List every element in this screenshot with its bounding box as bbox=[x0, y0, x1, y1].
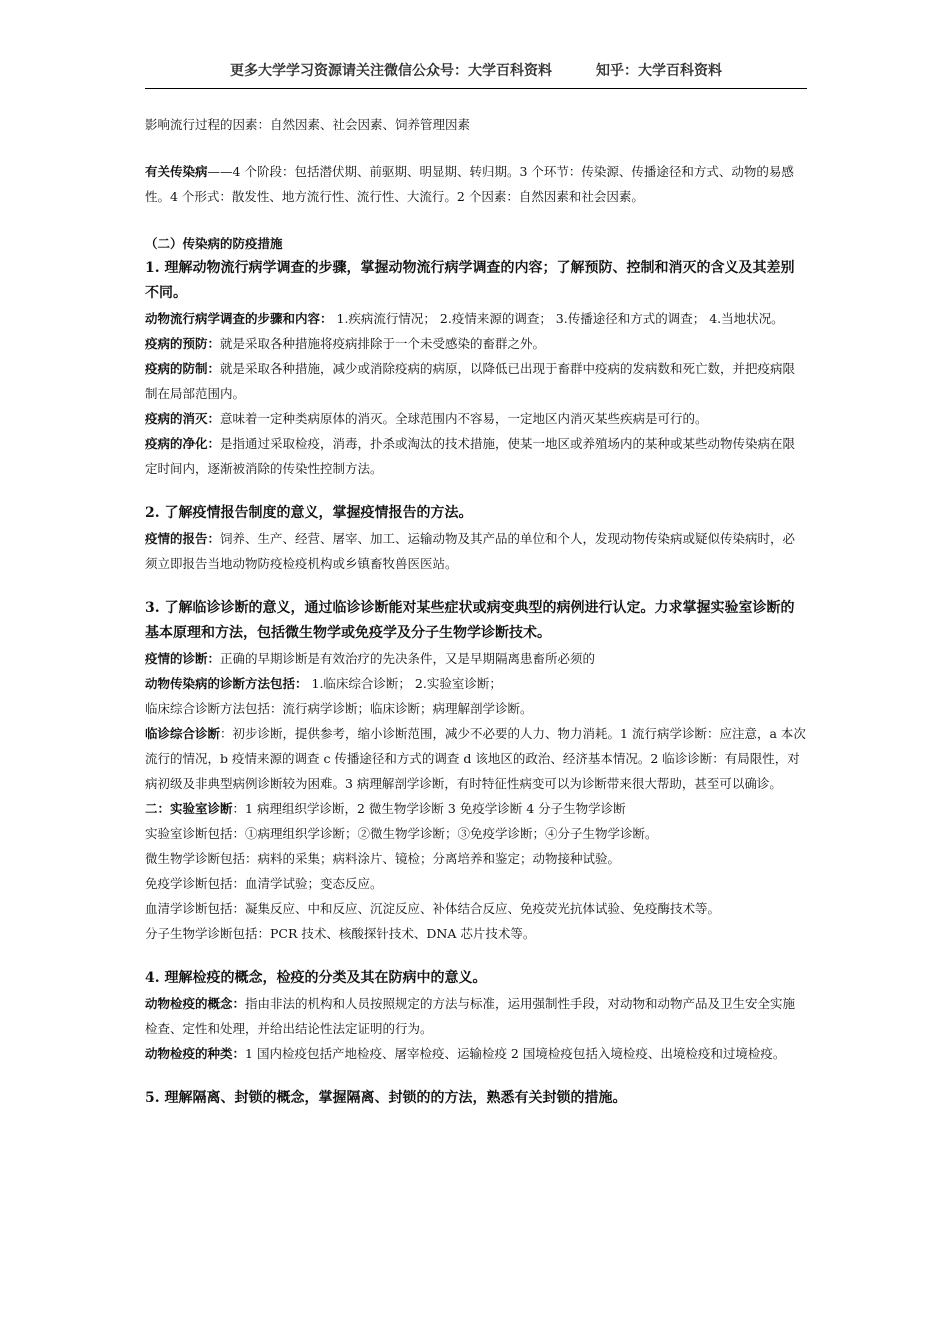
paragraph bbox=[145, 696, 807, 721]
term: 有关传染病 bbox=[145, 164, 208, 179]
definition: 是指通过采取检疫，消毒，扑杀或淘汰的技术措施，使某一地区或养殖场内的某种或某些动物传染病在限定时间内，逐渐被消除的传染性控制方法。 bbox=[145, 436, 796, 476]
term: 疫情的报告： bbox=[145, 531, 221, 546]
definition: 1 国内检疫包括产地检疫、屠宰检疫、运输检疫 2 国境检疫包括入境检疫、出境检疫和过境检疫。 bbox=[245, 1046, 786, 1061]
section-2-items bbox=[145, 526, 807, 576]
definition: ：1 病理组织学诊断，2 微生物学诊断 3 免疫学诊断 4 分子生物学诊断 bbox=[232, 801, 626, 816]
paragraph bbox=[145, 646, 807, 671]
section-2-title: 2. 了解疫情报告制度的意义，掌握疫情报告的方法。 bbox=[145, 505, 473, 521]
paragraph bbox=[145, 921, 807, 946]
section-5-title: 5. 理解隔离、封锁的概念，掌握隔离、封锁的的方法，熟悉有关封锁的措施。 bbox=[145, 1090, 627, 1106]
section-3-items bbox=[145, 646, 807, 946]
paragraph bbox=[145, 356, 807, 406]
term: 疫情的诊断： bbox=[145, 651, 221, 666]
term: 动物检疫的概念： bbox=[145, 996, 246, 1011]
definition: 就是采取各种措施，减少或消除疫病的病原，以降低已出现于畜群中疫病的发病数和死亡数，并把疫病限制在局部范围内。 bbox=[145, 361, 796, 401]
definition: ——4 个阶段：包括潜伏期、前驱期、明显期、转归期。3 个环节：传染源、传播途径和方式、动物的易感性。4 个形式：散发性、地方流行性、流行性、大流行。2 个因素：自然因素和社会因素。 bbox=[145, 164, 794, 204]
header-right-text: 知乎：大学百科资料 bbox=[596, 63, 722, 79]
paragraph bbox=[145, 846, 807, 871]
definition: 就是采取各种措施将疫病排除于一个未受感染的畜群之外。 bbox=[220, 336, 546, 351]
paragraph bbox=[145, 431, 807, 481]
paragraph bbox=[145, 896, 807, 921]
term: 疫病的预防： bbox=[145, 336, 221, 351]
section-1-items bbox=[145, 306, 807, 481]
paragraph bbox=[145, 671, 807, 696]
section-3-title: 3. 了解临诊诊断的意义，通过临诊诊断能对某些症状或病变典型的病例进行认定。力求掌握实验室诊断的基本原理和方法，包括微生物学或免疫学及分子生物学诊断技术。 bbox=[145, 600, 795, 641]
paragraph bbox=[145, 721, 807, 796]
paragraph bbox=[145, 871, 807, 896]
paragraph bbox=[145, 306, 807, 331]
definition: ：初步诊断，提供参考，缩小诊断范围，减少不必要的人力、物力消耗。1 流行病学诊断：应注意，a 本次流行的情况，b 疫情来源的调查 c 传播途径和方式的调查 d 该地区的政治、经济基本情况。2 临诊诊断：有局限性，对病初级及非典型病例诊断较为困难。3 病理解剖学诊断，有时特征性病变可以为诊断带来很大帮助，甚至可以确诊。 bbox=[145, 726, 806, 791]
definition: 临床综合诊断方法包括：流行病学诊断；临床诊断；病理解剖学诊断。 bbox=[145, 701, 533, 716]
term: 动物传染病的诊断方法包括： bbox=[145, 676, 308, 691]
definition: 血清学诊断包括：凝集反应、中和反应、沉淀反应、补体结合反应、免疫荧光抗体试验、免疫酶技术等。 bbox=[145, 901, 721, 916]
document-body bbox=[145, 112, 807, 1111]
term: 疫病的消灭： bbox=[145, 411, 221, 426]
subsection-title: （二）传染病的防疫措施 bbox=[145, 236, 283, 251]
section-1-title: 1. 理解动物流行病学调查的步骤，掌握动物流行病学调查的内容；了解预防、控制和消灭的含义及其差别不同。 bbox=[145, 260, 795, 301]
definition: 微生物学诊断包括：病料的采集；病料涂片、镜检；分离培养和鉴定；动物接种试验。 bbox=[145, 851, 621, 866]
term: 动物检疫的种类： bbox=[145, 1046, 246, 1061]
definition: 实验室诊断包括：①病理组织学诊断；②微生物学诊断；③免疫学诊断；④分子生物学诊断。 bbox=[145, 826, 658, 841]
paragraph bbox=[145, 406, 807, 431]
term: 动物流行病学调查的步骤和内容： bbox=[145, 311, 333, 326]
page-header bbox=[145, 60, 807, 89]
definition: 饲养、生产、经营、屠宰、加工、运输动物及其产品的单位和个人，发现动物传染病或疑似传染病时，必须立即报告当地动物防疫检疫机构或乡镇畜牧兽医医站。 bbox=[145, 531, 796, 571]
term: 疫病的防制： bbox=[145, 361, 221, 376]
definition: 指由非法的机构和人员按照规定的方法与标准，运用强制性手段，对动物和动物产品及卫生安全实施检查、定性和处理，并给出结论性法定证明的行为。 bbox=[145, 996, 796, 1036]
term: 二：实验室诊断 bbox=[145, 801, 233, 816]
definition: 正确的早期诊断是有效治疗的先决条件，又是早期隔离患畜所必须的 bbox=[220, 651, 596, 666]
term: 临诊综合诊断 bbox=[145, 726, 221, 741]
definition: 1.临床综合诊断； 2.实验室诊断； bbox=[307, 676, 502, 691]
paragraph bbox=[145, 796, 807, 821]
section-4-items bbox=[145, 991, 807, 1066]
definition: 1.疾病流行情况； 2.疫情来源的调查； 3.传播途径和方式的调查； 4.当地状况。 bbox=[332, 311, 784, 326]
section-4-title: 4. 理解检疫的概念，检疫的分类及其在防病中的意义。 bbox=[145, 970, 487, 986]
paragraph bbox=[145, 159, 807, 209]
paragraph bbox=[145, 1041, 807, 1066]
paragraph: 影响流行过程的因素：自然因素、社会因素、饲养管理因素 bbox=[145, 117, 471, 132]
term: 疫病的净化： bbox=[145, 436, 221, 451]
paragraph bbox=[145, 991, 807, 1041]
header-left-text: 更多大学学习资源请关注微信公众号：大学百科资料 bbox=[230, 63, 552, 79]
definition: 分子生物学诊断包括：PCR 技术、核酸探针技术、DNA 芯片技术等。 bbox=[145, 926, 536, 941]
paragraph bbox=[145, 526, 807, 576]
paragraph bbox=[145, 821, 807, 846]
paragraph bbox=[145, 331, 807, 356]
definition: 意味着一定种类病原体的消灭。全球范围内不容易，一定地区内消灭某些疾病是可行的。 bbox=[220, 411, 708, 426]
definition: 免疫学诊断包括：血清学试验；变态反应。 bbox=[145, 876, 383, 891]
